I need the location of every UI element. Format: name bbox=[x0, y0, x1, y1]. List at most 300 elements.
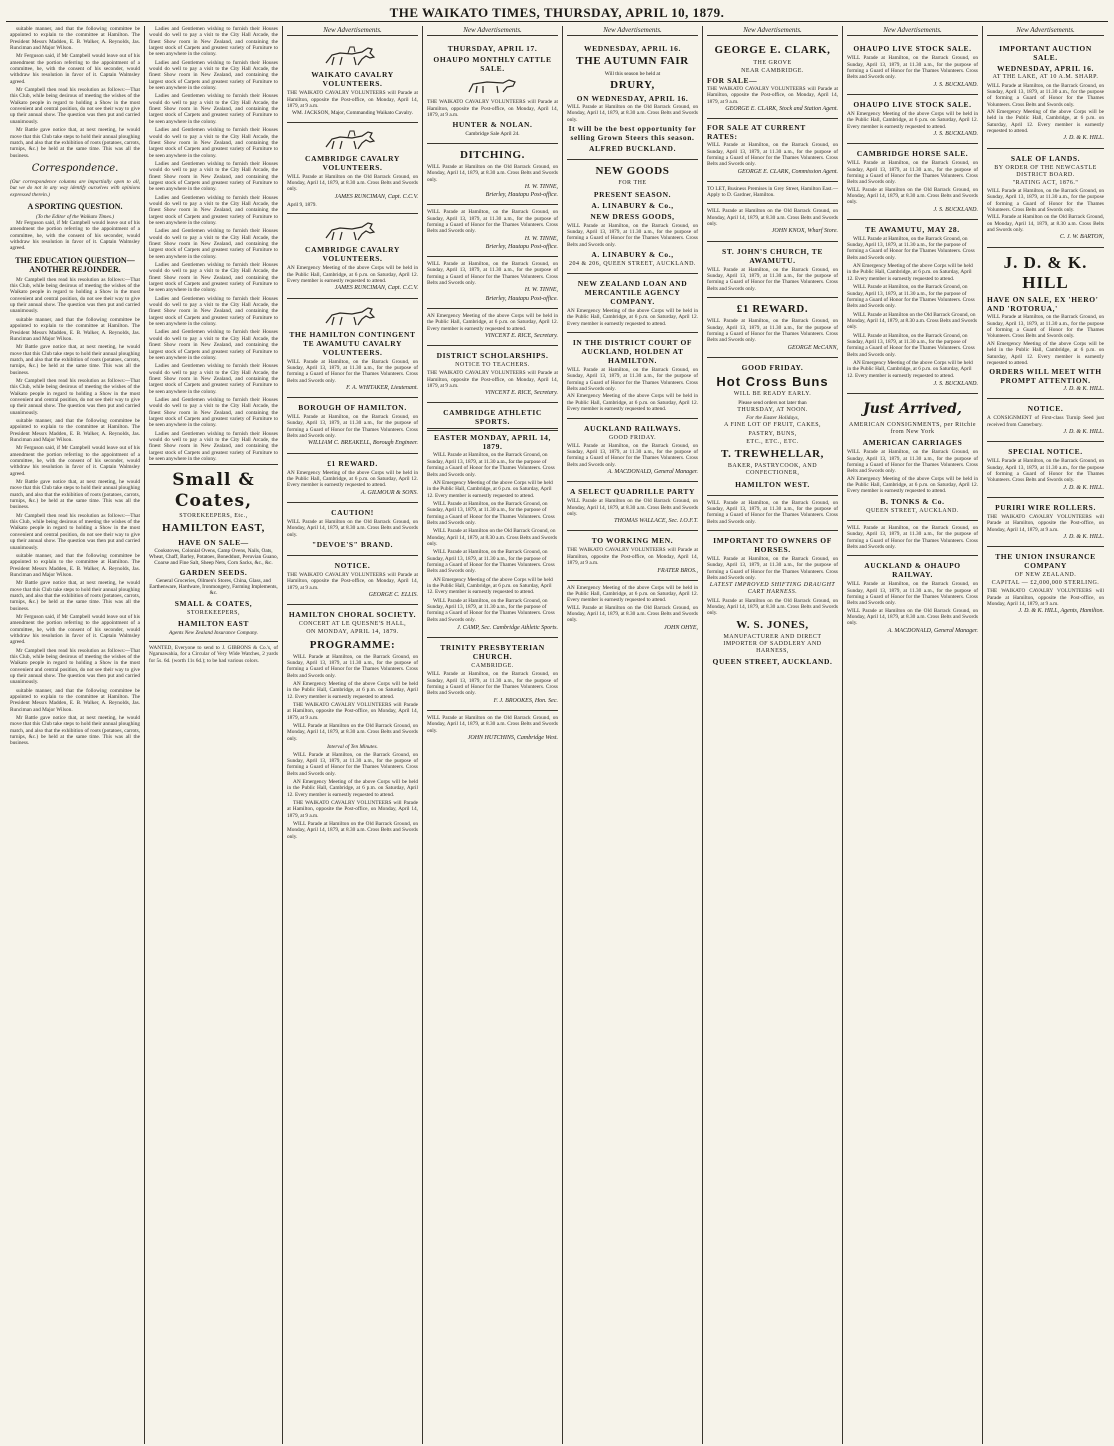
horse-sale-body: WILL Parade at Hamilton, on the Barrack Ground, on Sunday, April 13, 1879, at 11.30 a.m., for the purpose of forming a Guard of Honor for the Thames Volunteers. Cross Belts and Swords only. bbox=[847, 160, 978, 186]
awamutu-title: TE AWAMUTU, MAY 28. bbox=[865, 224, 960, 234]
letter-paragraph: Ladies and Gentlemen wishing to furnish their Houses would do well to pay a visit to the City Hall Arcade, the finest Show room in New Zealand, and containing the largest stock of Carpets and greatest variety of Furniture to be seen anywhere in the colony. bbox=[149, 194, 278, 226]
mccann-sign: GEORGE McCANN, bbox=[787, 344, 838, 351]
column-1 bbox=[6, 26, 144, 1444]
reward-body: AN Emergency Meeting of the above Corps will be held in the Public Hall, Cambridge, at 6 p.m. on Saturday, April 12. Every member is earnestly requested to attend. bbox=[567, 584, 698, 604]
letter-paragraph: Ladies and Gentlemen wishing to furnish their Houses would do well to pay a visit to the City Hall Arcade, the finest Show room in New Zealand, and containing the largest stock of Carpets and greatest variety of Furniture to be seen anywhere in the colony. bbox=[149, 59, 278, 92]
union-title: THE UNION INSURANCE COMPANY bbox=[995, 552, 1096, 571]
stock-list: WILL Parade at Hamilton, on the Barrack Ground, on Sunday, April 13, 1879, at 11.30 a.m., for the purpose of forming a Guard of Honor for the Thames Volunteers. Cross Belts and Swords only. bbox=[847, 235, 975, 261]
contingent-sign: F. A. WHITAKER, Lieutenant. bbox=[346, 384, 418, 391]
letter-paragraph: suitable manner, and that the following committee be appointed to explain to the committee at Hamilton. The President Messrs Madden, E. B. Walker, A. Reynolds, Jas. Runciman and Major Wilson. bbox=[10, 316, 140, 342]
education-letter-continued bbox=[149, 26, 278, 462]
orders-note: Please send orders not later than bbox=[738, 399, 807, 406]
column-7 bbox=[842, 26, 982, 1444]
column-heading: New Advertisements. bbox=[847, 26, 978, 36]
programme-item: WILL Parade at Hamilton on the Old Barrack Ground, on Monday, April 14, 1879, at 8.30 a.m. Cross Belts and Swords only. bbox=[287, 723, 418, 742]
storekeepers-2: STOREKEEPERS, bbox=[187, 609, 240, 616]
column-heading: New Advertisements. bbox=[427, 26, 558, 36]
livestock-body: AN Emergency Meeting of the above Corps will be held in the Public Hall, Cambridge, at 6 p.m. on Saturday, April 12. Every member is earnestly requested to attend. bbox=[847, 110, 978, 130]
stock-list: WILL Parade at Hamilton, on the Barrack Ground, on Sunday, April 13, 1879, at 11.30 a.m., for the purpose of forming a Guard of Honor for the Thames Volunteers. Cross Belts and Swords only. bbox=[847, 332, 975, 358]
cambridge-cavalry-date: April 9, 1879. bbox=[287, 201, 317, 208]
quadrille-ad bbox=[567, 482, 698, 531]
clark-sign: GEORGE E. CLARK, Stock and Station Agent. bbox=[725, 105, 838, 112]
waikato-cavalry-ad bbox=[287, 39, 418, 122]
letter-paragraph: Mr Campbell then read his resolution as follows:—That this Club, while being desirous of meeting the wishes of the Waikato people in regard to holding a Show in the most convenient and central position, do not see their way to give up their annual show. The question was then put and carried unanimously. bbox=[10, 512, 140, 551]
notice-ad-2 bbox=[707, 496, 838, 531]
orders-prompt: ORDERS WILL MEET WITH PROMPT ATTENTION. bbox=[989, 367, 1102, 386]
for-sale: FOR SALE— bbox=[707, 75, 758, 85]
tenders-ad-3 bbox=[427, 309, 558, 346]
trinity-church-ad bbox=[427, 638, 558, 711]
event-list: WILL Parade at Hamilton, on the Barrack Ground, on Sunday, April 13, 1879, at 11.30 a.m., for the purpose of forming a Guard of Honor for the Thames Volunteers. Cross Belts and Swords only. bbox=[427, 452, 555, 478]
stock-list: WILL Parade at Hamilton, on the Barrack Ground, on Sunday, April 13, 1879, at 11.30 a.m., for the purpose of forming a Guard of Honor for the Thames Volunteers. Cross Belts and Swords only. bbox=[847, 284, 975, 310]
owners-title: IMPORTANT TO OWNERS OF HORSES. bbox=[713, 535, 832, 554]
reward-ad-3 bbox=[707, 298, 838, 358]
union-agents: J. D. & K. HILL, Agents, Hamilton. bbox=[1018, 608, 1104, 615]
district-court-ad bbox=[567, 333, 698, 418]
consignment-notice-ad bbox=[987, 399, 1104, 442]
cambridge-cavalry-ad bbox=[287, 123, 418, 215]
allotments-sign: JOHN HUTCHINS, Cambridge West. bbox=[467, 735, 558, 742]
railways-title: AUCKLAND RAILWAYS. bbox=[584, 423, 681, 433]
reward-title: £1 REWARD. bbox=[327, 458, 378, 468]
athletic-title: CAMBRIDGE ATHLETIC SPORTS. bbox=[443, 408, 542, 427]
clark-sign-2: GEORGE E. CLARK, Commission Agent. bbox=[737, 168, 838, 175]
notice-teachers: NOTICE TO TEACHERS. bbox=[455, 362, 530, 369]
new-dress-goods: NEW DRESS GOODS, bbox=[590, 211, 675, 221]
borough-title: BOROUGH OF HAMILTON. bbox=[298, 403, 407, 413]
notice-title: NOTICE. bbox=[334, 560, 371, 570]
sale-of-lands-ad bbox=[987, 149, 1104, 248]
new-goods-title: NEW GOODS bbox=[595, 165, 670, 178]
railway-body-2: WILL Parade at Hamilton on the Old Barrack Ground, on Monday, April 14, 1879, at 8.30 a.m. Cross Belts and Swords only. bbox=[847, 607, 978, 627]
scholarships-title: DISTRICT SCHOLARSHIPS. bbox=[436, 351, 549, 361]
cavalry-horse-icon bbox=[318, 45, 388, 67]
consignment-body: A CONSIGNMENT of First-class Turnip Seed just received from Canterbury. bbox=[987, 415, 1104, 428]
programme-item: THE WAIKATO CAVALRY VOLUNTEERS will Parade at Hamilton, opposite the Post-office, on Monday, April 14, 1879, at 9 a.m. bbox=[287, 799, 418, 819]
manufacturer: MANUFACTURER AND DIRECT IMPORTER OF SADDLERY AND HARNESS, bbox=[723, 633, 822, 655]
ohaupo-body: THE WAIKATO CAVALRY VOLUNTEERS will Parade at Hamilton, opposite the Post-office, on Monday, April 14, 1879, at 9 a.m. bbox=[427, 99, 558, 119]
phillips-body: WILL Parade at Hamilton, on the Barrack Ground, on Sunday, April 13, 1879, at 11.30 a.m., for the purpose of forming a Guard of Honor for the Thames Volunteers. Cross Belts and Swords only. bbox=[847, 524, 978, 550]
cattle-icon bbox=[463, 76, 523, 96]
awamutu-list bbox=[847, 236, 978, 379]
letter-paragraph: Mr Ferguson said, if Mr Campbell would leave out of his amendment the portion referring to the appointment of a committee, he, with the consent of his seconder, would withdraw his resolution in favor of it. Captain Walmsley agreed. bbox=[10, 445, 140, 477]
at-the-lake: AT THE LAKE, AT 10 A.M. SHARP. bbox=[992, 74, 1099, 81]
ditching-body: WILL Parade at Hamilton on the Old Barrack Ground, on Monday, April 14, 1879, at 8.30 a.m. Cross Belts and Swords only. bbox=[427, 163, 558, 183]
special-notice-ad bbox=[987, 442, 1104, 498]
tenders-ad-2 bbox=[427, 257, 558, 309]
loan-title: NEW ZEALAND LOAN AND MERCANTILE AGENCY COMPANY. bbox=[577, 279, 688, 307]
union-sub: OF NEW ZEALAND. bbox=[1014, 572, 1077, 579]
education-question-heading: THE EDUCATION QUESTION— ANOTHER REJOINDER. bbox=[15, 255, 135, 275]
stock-list: AN Emergency Meeting of the above Corps will be held in the Public Hall, Cambridge, at 6 p.m. on Saturday, April 12. Every member is earnestly requested to attend. bbox=[847, 263, 973, 282]
event-list: WILL Parade at Hamilton, on the Barrack Ground, on Sunday, April 13, 1879, at 11.30 a.m., for the purpose of forming a Guard of Honor for the Thames Volunteers. Cross Belts and Swords only. bbox=[427, 549, 555, 575]
insurance-agents: Agents New Zealand Insurance Company. bbox=[168, 629, 258, 636]
report-paragraph: Mr Battle gave notice that, at next meeting, he would move that this Club take steps to hold their annual ploughing match, and also that the exhibition of roots (potatoes, carrots, turnips, &c.) be held at the same time. This was all the business. bbox=[10, 127, 140, 159]
ready-early: WILL BE READY EARLY. bbox=[733, 391, 812, 398]
union-body: THE WAIKATO CAVALRY VOLUNTEERS will Parade at Hamilton, opposite the Post-office, on Monday, April 14, 1879, at 9 a.m. bbox=[987, 588, 1104, 608]
clark-body: THE WAIKATO CAVALRY VOLUNTEERS will Parade at Hamilton, opposite the Post-office, on Monday, April 14, 1879, at 9 a.m. bbox=[707, 85, 838, 105]
cambridge-meeting-sign: JAMES RUNCIMAN, Capt. C.C.V. bbox=[334, 285, 418, 292]
correspondence-heading: Correspondence. bbox=[31, 162, 119, 174]
letter-paragraph: Ladies and Gentlemen wishing to furnish their Houses would do well to pay a visit to the City Hall Arcade, the finest Show room in New Zealand, and containing the largest stock of Carpets and greatest variety of Furniture to be seen anywhere in the colony. bbox=[149, 363, 278, 395]
horse-sale-title: CAMBRIDGE HORSE SALE. bbox=[856, 149, 969, 159]
trinity-sign: F. J. BROOKES, Hon. Sec. bbox=[493, 697, 558, 704]
letter-paragraph: Ladies and Gentlemen wishing to furnish their Houses would do well to pay a visit to the City Hall Arcade, the finest Show room in New Zealand, and containing the largest stock of Carpets and greatest variety of Furniture to be seen anywhere in the colony. bbox=[149, 160, 278, 193]
notice-body: WILL Parade at Hamilton, on the Barrack Ground, on Sunday, April 13, 1879, at 11.30 a.m., for the purpose of forming a Guard of Honor for the Thames Volunteers. Cross Belts and Swords only. bbox=[707, 499, 838, 525]
near-cambridge: NEAR CAMBRIDGE. bbox=[741, 67, 804, 74]
shifting-harness: LATEST IMPROVED SHIFTING DRAUGHT CART HARNESS. bbox=[709, 582, 836, 596]
railways-ad bbox=[567, 419, 698, 483]
court-body-2: AN Emergency Meeting of the above Corps will be held in the Public Hall, Cambridge, at 6 p.m. on Saturday, April 12. Every member is earnestly requested to attend. bbox=[567, 393, 698, 413]
cambridge-cavalry-sign: JAMES RUNCIMAN, Capt. C.C.V. bbox=[334, 193, 418, 200]
linabury: A. LINABURY & Co., bbox=[591, 200, 674, 210]
just-arrived-ad bbox=[847, 394, 978, 521]
working-men-ad bbox=[567, 531, 698, 580]
small-coates-ad bbox=[149, 464, 278, 642]
notice-body: WILL Parade at Hamilton on the Old Barrack Ground, on Monday, April 14, 1879, at 8.30 a.m. Cross Belts and Swords only. bbox=[567, 604, 698, 624]
small-coates-title-2: SMALL & COATES, bbox=[174, 598, 253, 608]
rating-act: "RATING ACT, 1876." bbox=[1012, 179, 1079, 186]
lands-title: SALE OF LANDS. bbox=[1010, 153, 1081, 163]
letter-paragraph: suitable manner, and that the following committee be appointed to explain to the committee at Hamilton. The President Messrs Madden, E. B. Walker, A. Reynolds, Jas. Runciman and Major Wilson. bbox=[10, 552, 140, 578]
programme-item: THE WAIKATO CAVALRY VOLUNTEERS will Parade at Hamilton, opposite the Post-office, on Monday, April 14, 1879, at 9 a.m. bbox=[287, 702, 418, 721]
cavalry-horse-icon bbox=[318, 129, 388, 151]
ws-jones: W. S. JONES, bbox=[736, 618, 809, 631]
court-title: IN THE DISTRICT COURT OF AUCKLAND, HOLDEN AT HAMILTON. bbox=[572, 338, 693, 366]
railways-sign: A. MACDONALD, General Manager. bbox=[607, 469, 698, 476]
tenders-sign: VINCENT E. RICE, Secretary. bbox=[485, 332, 558, 339]
buckland-sign: J. S. BUCKLAND. bbox=[933, 380, 978, 387]
hot-cross-buns: Hot Cross Buns bbox=[716, 373, 829, 389]
hamilton-east: HAMILTON EAST, bbox=[162, 522, 265, 535]
athletic-events bbox=[427, 452, 558, 623]
hamilton-west: HAMILTON WEST. bbox=[735, 479, 810, 489]
hill-sign: J. D. & K. HILL. bbox=[1063, 533, 1104, 540]
fair-on: ON WEDNESDAY, APRIL 16. bbox=[576, 94, 689, 104]
report-paragraph: Mr Campbell then read his resolution as follows:—That this Club, while being desirous of meeting the wishes of the Waikato people in regard to holding a Show in the most convenient and central position, do not see their way to give up their annual show. The question was then put and carried unanimously. bbox=[10, 87, 140, 125]
letter-paragraph: Ladies and Gentlemen wishing to furnish their Houses would do well to pay a visit to the City Hall Arcade, the finest Show room in New Zealand, and containing the largest stock of Carpets and greatest variety of Furniture to be seen anywhere in the colony. bbox=[149, 430, 278, 462]
loan-agency-ad bbox=[567, 274, 698, 333]
buckland-sign: J. S. BUCKLAND. bbox=[933, 206, 978, 213]
hamilton-east-2: HAMILTON EAST bbox=[178, 618, 249, 628]
letter-paragraph: Ladies and Gentlemen wishing to furnish their Houses would do well to pay a visit to the City Hall Arcade, the finest Show room in New Zealand, and containing the largest stock of Carpets and greatest variety of Furniture to be seen anywhere in the colony. bbox=[149, 228, 278, 260]
ohaupo-livestock-title-2: OHAUPO LIVE STOCK SALE. bbox=[853, 99, 972, 109]
baker: BAKER, PASTRYCOOK, AND CONFECTIONER, bbox=[727, 463, 818, 477]
borough-body: WILL Parade at Hamilton, on the Barrack Ground, on Sunday, April 13, 1879, at 11.30 a.m., for the purpose of forming a Guard of Honor for the Thames Volunteers. Cross Belts and Swords only. bbox=[287, 414, 418, 440]
horse-sale-list: WILL Parade at Hamilton on the Old Barrack Ground, on Monday, April 14, 1879, at 8.30 a.m. Cross Belts and Swords only. bbox=[847, 186, 978, 206]
letter-paragraph: Mr Campbell then read his resolution as follows:—That this Club, while being desirous of meeting the wishes of the Waikato people in regard to holding a Show in the most convenient and central position, do not see their way to give up their annual show. The question was then put and carried unanimously. bbox=[10, 377, 140, 416]
trinity-body: WILL Parade at Hamilton, on the Barrack Ground, on Sunday, April 13, 1879, at 11.30 a.m., for the purpose of forming a Guard of Honor for the Thames Volunteers. Cross Belts and Swords only. bbox=[427, 671, 558, 697]
new-goods-for: FOR THE bbox=[618, 180, 647, 187]
choral-title: HAMILTON CHORAL SOCIETY. bbox=[288, 610, 417, 620]
tenders-sign: H. W. TINNE, bbox=[524, 287, 558, 294]
event-list: WILL Parade at Hamilton, on the Barrack Ground, on Sunday, April 13, 1879, at 11.30 a.m., for the purpose of forming a Guard of Honor for the Thames Volunteers. Cross Belts and Swords only. bbox=[427, 500, 555, 526]
knox-sign: JOHN KNOX, Wharf Store. bbox=[771, 228, 838, 235]
hill-sign: J. D. & K. HILL. bbox=[1063, 484, 1104, 491]
quadrille-sign: THOMAS WALLACE, Sec. I.O.F.T. bbox=[614, 518, 698, 525]
letter-paragraph: Mr Ferguson said, if Mr Campbell would leave out of his amendment the portion referring to the appointment of a committee, he, with the consent of his seconder, would withdraw his resolution in favor of it. Captain Walmsley agreed. bbox=[10, 219, 140, 252]
small-coates-title: Small & Coates, bbox=[172, 470, 255, 511]
programme-item: WILL Parade at Hamilton, on the Barrack Ground, on Sunday, April 13, 1879, at 11.30 a.m., for the purpose of forming a Guard of Honor for the Thames Volunteers. Cross Belts and Swords only. bbox=[287, 653, 418, 679]
quadrille-body: WILL Parade at Hamilton on the Old Barrack Ground, on Monday, April 14, 1879, at 8.30 a.m. Cross Belts and Swords only. bbox=[567, 498, 698, 517]
tenders-ad-1 bbox=[427, 205, 558, 257]
american-consignments: AMERICAN CONSIGNMENTS, per Ritchie from New York bbox=[849, 421, 976, 436]
ditching-address: Brierley, Hautapu Post-office. bbox=[485, 192, 558, 199]
letter-paragraph: Ladies and Gentlemen wishing to furnish their Houses would do well to pay a visit to the City Hall Arcade, the finest Show room in New Zealand, and containing the largest stock of Carpets and greatest variety of Furniture to be seen anywhere in the colony. bbox=[149, 329, 278, 361]
hill-sign: J. D. & K. HILL. bbox=[1063, 135, 1104, 142]
masthead: THE WAIKATO TIMES, THURSDAY, APRIL 10, 1879. bbox=[6, 4, 1108, 22]
auction-body-2: AN Emergency Meeting of the above Corps will be held in the Public Hall, Cambridge, at 6 p.m. on Saturday, April 12. Every member is earnestly requested to attend. bbox=[987, 108, 1104, 134]
rollers-title: PURIRI WIRE ROLLERS. bbox=[995, 502, 1096, 512]
working-men-title: TO WORKING MEN. bbox=[591, 536, 674, 546]
column-heading: New Advertisements. bbox=[987, 26, 1104, 36]
reward-body: AN Emergency Meeting of the above Corps will be held in the Public Hall, Cambridge, at 6 p.m. on Saturday, April 12. Every member is earnestly requested to attend. bbox=[287, 469, 418, 489]
event-list: AN Emergency Meeting of the above Corps will be held in the Public Hall, Cambridge, at 6 p.m. on Saturday, April 12. Every member is earnestly requested to attend. bbox=[427, 479, 553, 499]
auction-date: WEDNESDAY, APRIL 16. bbox=[997, 64, 1094, 74]
hill-stock-ad bbox=[987, 248, 1104, 400]
tenders-sign: H. W. TINNE, bbox=[524, 235, 558, 242]
tonks: B. TONKS & Co. bbox=[880, 496, 945, 506]
event-list: AN Emergency Meeting of the above Corps will be held in the Public Hall, Cambridge, at 6 p.m. on Saturday, April 12. Every member is earnestly requested to attend. bbox=[427, 576, 553, 596]
rates-body: WILL Parade at Hamilton, on the Barrack Ground, on Sunday, April 13, 1879, at 11.30 a.m., for the purpose of forming a Guard of Honor for the Thames Volunteers. Cross Belts and Swords only. bbox=[707, 142, 838, 168]
borough-hamilton-ad bbox=[287, 398, 418, 454]
programme-title: PROGRAMME: bbox=[309, 638, 396, 651]
waikato-cavalry-title: WAIKATO CAVALRY VOLUNTEERS. bbox=[311, 70, 394, 89]
railway-sign: A. MACDONALD, General Manager. bbox=[887, 627, 978, 634]
ohaupo-livestock-ad-2 bbox=[847, 95, 978, 144]
rule bbox=[427, 428, 558, 431]
linabury-address: 204 & 206, QUEEN STREET, AUCKLAND. bbox=[569, 260, 696, 267]
letter-paragraph: suitable manner, and that the following committee be appointed to explain to the committee at Hamilton. The President Messrs Madden, E. B. Walker, A. Reynolds, Jas. Runciman and Major Wilson. bbox=[10, 417, 140, 443]
ditching-sign: H. W. TINNE, bbox=[524, 183, 558, 190]
letter-paragraph: Mr Campbell then read his resolution as follows:—That this Club, while being desirous of meeting the wishes of the Waikato people in regard to holding a Show in the most convenient and central position, do not see their way to give up their annual show. The question was then put and carried unanimously. bbox=[10, 276, 140, 315]
caution-title: CAUTION! bbox=[331, 507, 374, 517]
waikato-cavalry-sign: WM. JACKSON, Major, Commanding Waikato Cavalry. bbox=[292, 110, 413, 117]
cavalry-horse-icon bbox=[318, 220, 388, 242]
letter-paragraph: Ladies and Gentlemen wishing to furnish their Houses would do well to pay a visit to the City Hall Arcade, the finest Show room in New Zealand, and containing the largest stock of Carpets and greatest variety of Furniture to be seen anywhere in the colony. bbox=[149, 295, 278, 328]
current-rates-ad bbox=[707, 119, 838, 182]
letter-body bbox=[10, 220, 140, 252]
cavalry-horse-icon bbox=[318, 305, 388, 327]
buckland-sign: J. S. BUCKLAND. bbox=[933, 130, 978, 137]
drury: DRURY, bbox=[610, 78, 655, 91]
caution-ad bbox=[287, 503, 418, 556]
cambridge-horse-sale-ad bbox=[847, 144, 978, 220]
choral-society-ad bbox=[287, 605, 418, 846]
fair-body: WILL Parade at Hamilton on the Old Barrack Ground, on Monday, April 14, 1879, at 8.30 a.m. Cross Belts and Swords only. bbox=[567, 104, 698, 123]
special-title: SPECIAL NOTICE. bbox=[1008, 447, 1083, 457]
columns bbox=[6, 26, 1108, 1444]
loan-body: AN Emergency Meeting of the above Corps will be held in the Public Hall, Cambridge, at 6 p.m. on Saturday, April 12. Every member is earnestly requested to attend. bbox=[567, 308, 698, 327]
ohaupo-title: OHAUPO MONTHLY CATTLE SALE. bbox=[433, 55, 552, 74]
fair-date: WEDNESDAY, APRIL 16. bbox=[584, 44, 681, 54]
rollers-body: THE WAIKATO CAVALRY VOLUNTEERS will Parade at Hamilton, opposite the Post-office, on Monday, April 14, 1879, at 9 a.m. bbox=[987, 513, 1104, 533]
railways-body: WILL Parade at Hamilton, on the Barrack Ground, on Sunday, April 13, 1879, at 11.30 a.m., for the purpose of forming a Guard of Honor for the Thames Volunteers. Cross Belts and Swords only. bbox=[567, 442, 698, 468]
carriages-body: WILL Parade at Hamilton, on the Barrack Ground, on Sunday, April 13, 1879, at 11.30 a.m., for the purpose of forming a Guard of Honor for the Thames Volunteers. Cross Belts and Swords only. bbox=[847, 449, 978, 475]
ohaupo-cattle-sale-ad bbox=[427, 39, 558, 143]
letter-paragraph: Mr Battle gave notice that, at next meeting, he would move that this Club take steps to hold their annual ploughing match, and also that the exhibition of roots (potatoes, carrots, turnips, &c.) be held at the same time. This was all the business. bbox=[10, 580, 140, 612]
cambridge-cavalry-meeting-ad bbox=[287, 214, 418, 298]
auction-body: WILL Parade at Hamilton, on the Barrack Ground, on Sunday, April 13, 1879, at 11.30 a.m., for the purpose of forming a Guard of Honor for the Thames Volunteers. Cross Belts and Swords only. bbox=[987, 82, 1104, 108]
american-carriages: AMERICAN CARRIAGES bbox=[862, 438, 963, 448]
livestock-body: WILL Parade at Hamilton, on the Barrack Ground, on Sunday, April 13, 1879, at 11.30 a.m., for the purpose of forming a Guard of Honor for the Thames Volunteers. Cross Belts and Swords only. bbox=[847, 55, 978, 81]
cambridge-cavalry-body: WILL Parade at Hamilton on the Old Barrack Ground, on Monday, April 14, 1879, at 8.30 a.m. Cross Belts and Swords only. bbox=[287, 173, 418, 193]
court-body: WILL Parade at Hamilton, on the Barrack Ground, on Sunday, April 13, 1879, at 11.30 a.m., for the purpose of forming a Guard of Honor for the Thames Volunteers. Cross Belts and Swords only. bbox=[567, 367, 698, 393]
allotments-body: WILL Parade at Hamilton on the Old Barrack Ground, on Monday, April 14, 1879, at 8.30 a.m. Cross Belts and Swords only. bbox=[427, 715, 558, 734]
hill-big-title: J. D. & K. HILL bbox=[1003, 252, 1088, 293]
st-johns-ad bbox=[707, 242, 838, 298]
ohaupo-railway-ad bbox=[847, 556, 978, 640]
etc: ETC., ETC., ETC. bbox=[746, 438, 799, 445]
autumn-fair-ad bbox=[567, 39, 698, 160]
saddlery-ad bbox=[707, 531, 838, 673]
letter-paragraph: Mr Campbell then read his resolution as follows:—That this Club, while being desirous of meeting the wishes of the Waikato people in regard to holding a Show in the most convenient and central position, do not see their way to give up their annual show. The question was then put and carried unanimously. bbox=[10, 647, 140, 686]
notice-body: THE WAIKATO CAVALRY VOLUNTEERS will Parade at Hamilton, opposite the Post-office, on Monday, April 14, 1879, at 9 a.m. bbox=[287, 571, 418, 591]
caution-body: WILL Parade at Hamilton on the Old Barrack Ground, on Monday, April 14, 1879, at 8.30 a.m. Cross Belts and Swords only. bbox=[287, 518, 418, 538]
clark-title: GEORGE E. CLARK, bbox=[714, 44, 831, 57]
pastry-buns: PASTRY, BUNS, bbox=[748, 430, 797, 437]
report-paragraph: suitable manner, and that the following committee be appointed to explain to the committee at Hamilton. The President Messrs Madden, E. B. Walker, A. Reynolds, Jas. Runciman and Major Wilson. bbox=[10, 26, 140, 52]
trinity-place: CAMBRIDGE. bbox=[471, 663, 514, 670]
wire-rollers-ad bbox=[987, 498, 1104, 547]
storekeepers: STOREKEEPERS, Etc., bbox=[179, 513, 248, 520]
reward-ad bbox=[287, 454, 418, 503]
te-awamutu-sale-ad bbox=[847, 220, 978, 394]
notice-sign: GEORGE C. ELLIS. bbox=[368, 591, 418, 598]
letter-paragraph: Ladies and Gentlemen wishing to furnish their Houses would do well to pay a visit to the City Hall Arcade, the finest Show room in New Zealand, and containing the largest stock of Carpets and greatest variety of Furniture to be seen anywhere in the colony. bbox=[149, 93, 278, 125]
to-let-ad bbox=[707, 182, 838, 205]
athletic-date: EASTER MONDAY, APRIL 14, 1879. bbox=[434, 433, 551, 452]
union-insurance-ad bbox=[987, 547, 1104, 621]
good-friday: GOOD FRIDAY. bbox=[741, 362, 804, 372]
letter-paragraph: Mr Ferguson said, if Mr Campbell would leave out of his amendment the portion referring to the appointment of a committee, he, with the consent of his seconder, would withdraw his resolution in favor of it. Captain Walmsley agreed. bbox=[10, 613, 140, 646]
ditching-title: DITCHING. bbox=[460, 148, 525, 161]
event-list: WILL Parade at Hamilton on the Old Barrack Ground, on Monday, April 14, 1879, at 8.30 a.m. Cross Belts and Swords only. bbox=[427, 528, 558, 547]
fair-best: It will be the best opportunity for selling Grown Steers this season. bbox=[568, 124, 697, 143]
church-title: ST. JOHN'S CHURCH, TE AWAMUTU. bbox=[722, 246, 823, 265]
column-3 bbox=[282, 26, 422, 1444]
trinity-title: TRINITY PRESBYTERIAN CHURCH. bbox=[440, 643, 545, 662]
premises-ad bbox=[707, 204, 838, 241]
sporting-question-heading: A SPORTING QUESTION. bbox=[27, 201, 123, 211]
easter-holidays: For the Easter Holidays, bbox=[746, 415, 799, 422]
column-4 bbox=[422, 26, 562, 1444]
reward-body: WILL Parade at Hamilton, on the Barrack Ground, on Sunday, April 13, 1879, at 11.30 a.m., for the purpose of forming a Guard of Honor for the Thames Volunteers. Cross Belts and Swords only. bbox=[707, 318, 838, 344]
borough-sign: WILLIAM C. BREAKELL, Borough Engineer. bbox=[308, 440, 418, 447]
the-grove: THE GROVE bbox=[753, 59, 792, 66]
tenders-address: Brierley, Hautapu Post-office. bbox=[485, 243, 558, 250]
scholarships-ad bbox=[427, 346, 558, 403]
current-rates: FOR SALE AT CURRENT RATES: bbox=[707, 123, 806, 142]
tenders-body: WILL Parade at Hamilton, on the Barrack Ground, on Sunday, April 13, 1879, at 11.30 a.m., for the purpose of forming a Guard of Honor for the Thames Volunteers. Cross Belts and Swords only. bbox=[427, 209, 558, 235]
column-2 bbox=[144, 26, 282, 1444]
interval: Interval of Ten Minutes. bbox=[327, 744, 378, 751]
have-on-sale: HAVE ON SALE— bbox=[178, 537, 249, 547]
column-heading: New Advertisements. bbox=[567, 26, 698, 36]
cambridge-sale: Cambridge Sale April 24. bbox=[465, 131, 520, 138]
correspondence-notice: (Our correspondence columns are impartially open to all, but we do not in any way identify ourselves with opinions expressed therein.) bbox=[10, 178, 140, 198]
letter-paragraph: Mr Battle gave notice that, at next meeting, he would move that this Club take steps to hold their annual ploughing match, and also that the exhibition of roots (potatoes, carrots, turnips, &c.) be held at the same time. This was all the business. bbox=[10, 344, 140, 376]
letter-paragraph: Ladies and Gentlemen wishing to furnish their Houses would do well to pay a visit to the City Hall Arcade, the finest Show room in New Zealand, and containing the largest stock of Carpets and greatest variety of Furniture to be seen anywhere in the colony. bbox=[149, 127, 278, 159]
column-heading: New Advertisements. bbox=[287, 26, 418, 36]
contingent-body: WILL Parade at Hamilton, on the Barrack Ground, on Sunday, April 13, 1879, at 11.30 a.m., for the purpose of forming a Guard of Honor for the Thames Volunteers. Cross Belts and Swords only. bbox=[287, 358, 418, 384]
trewhellar: T. TREWHELLAR, bbox=[720, 447, 825, 460]
premises-body: WILL Parade at Hamilton on the Old Barrack Ground, on Monday, April 14, 1879, at 8.30 a.m. Cross Belts and Swords only. bbox=[707, 208, 838, 228]
cambridge-meeting-title: CAMBRIDGE CAVALRY VOLUNTEERS. bbox=[305, 245, 400, 264]
railway-body: WILL Parade at Hamilton, on the Barrack Ground, on Sunday, April 13, 1879, at 11.30 a.m., for the purpose of forming a Guard of Honor for the Thames Volunteers. Cross Belts and Swords only. bbox=[847, 581, 978, 607]
waikato-cavalry-body: THE WAIKATO CAVALRY VOLUNTEERS will Parade at Hamilton, opposite the Post-office, on Monday, April 14, 1879, at 9 a.m. bbox=[287, 90, 418, 110]
railways-good-friday: GOOD FRIDAY. bbox=[608, 434, 657, 441]
fine-fruit: A FINE LOT OF FRUIT, CAKES, bbox=[723, 422, 822, 429]
lands-sub: BY ORDER OF THE NEWCASTLE DISTRICT BOARD. bbox=[994, 164, 1097, 178]
cambridge-meeting-body: AN Emergency Meeting of the above Corps will be held in the Public Hall, Cambridge, at 6 p.m. on Saturday, April 12. Every member is earnestly requested to attend. bbox=[287, 265, 418, 285]
stock-list: WILL Parade at Hamilton on the Old Barrack Ground, on Monday, April 14, 1879, at 8.30 a.m. Cross Belts and Swords only. bbox=[847, 311, 978, 331]
buckland-sign: J. S. BUCKLAND. bbox=[933, 81, 978, 88]
athletic-sign: J. CAMP, Sec. Cambridge Athletic Sports. bbox=[457, 625, 558, 632]
reward-sign: A. GILMOUR & SONS. bbox=[360, 489, 418, 496]
tenders-address: Brierley, Hautapu Post-office. bbox=[485, 295, 558, 302]
column-8 bbox=[982, 26, 1108, 1444]
cambridge-cavalry-title: CAMBRIDGE CAVALRY VOLUNTEERS. bbox=[305, 153, 400, 172]
hot-cross-buns-ad bbox=[707, 358, 838, 496]
clark-ad bbox=[707, 39, 838, 119]
column-6 bbox=[702, 26, 842, 1444]
programme-list bbox=[287, 654, 418, 742]
quadrille-title: A SELECT QUADRILLE PARTY bbox=[570, 487, 695, 497]
athletic-sports-ad bbox=[427, 403, 558, 638]
phillips-ad bbox=[847, 521, 978, 556]
have-on-sale: HAVE ON SALE, EX 'HERO' AND 'ROTORUA,' bbox=[987, 295, 1099, 314]
alfred-buckland: ALFRED BUCKLAND. bbox=[588, 144, 677, 154]
choral-concert: CONCERT AT LE QUESNE'S HALL, bbox=[298, 621, 407, 628]
choral-date: ON MONDAY, APRIL 14, 1879. bbox=[306, 629, 399, 636]
general-goods: General Groceries, Oilmen's Stores, China, Glass, and Earthenware, Hardware, Ironmongery, Farming Implements, &c. bbox=[149, 577, 278, 597]
hill-goods: WILL Parade at Hamilton, on the Barrack Ground, on Sunday, April 13, 1879, at 11.30 a.m., for the purpose of forming a Guard of Honor for the Thames Volunteers. Cross Belts and Swords only. bbox=[987, 314, 1104, 340]
stock-list: AN Emergency Meeting of the above Corps will be held in the Public Hall, Cambridge, at 6 p.m. on Saturday, April 12. Every member is earnestly requested to attend. bbox=[847, 359, 973, 379]
church-body: WILL Parade at Hamilton, on the Barrack Ground, on Sunday, April 13, 1879, at 11.30 a.m., for the purpose of forming a Guard of Honor for the Thames Volunteers. Cross Belts and Swords only. bbox=[707, 266, 838, 292]
queen-street: QUEEN STREET, AUCKLAND. bbox=[712, 657, 833, 667]
hamilton-contingent-ad bbox=[287, 299, 418, 399]
lands-table: WILL Parade at Hamilton on the Old Barrack Ground, on Monday, April 14, 1879, at 8.30 a.m. Cross Belts and Swords only. bbox=[987, 214, 1104, 234]
scholarships-sign: VINCENT E. RICE, Secretary. bbox=[485, 390, 558, 397]
programme-item: AN Emergency Meeting of the above Corps will be held in the Public Hall, Cambridge, at 6 p.m. on Saturday, April 12. Every member is earnestly requested to attend. bbox=[287, 778, 418, 798]
column-5 bbox=[562, 26, 702, 1444]
frater-sign: FRATER BROS., bbox=[657, 567, 698, 574]
carriages-body-2: AN Emergency Meeting of the above Corps will be held in the Public Hall, Cambridge, at 6 p.m. on Saturday, April 12. Every member is earnestly requested to attend. bbox=[847, 475, 978, 495]
ohaupo-livestock-title: OHAUPO LIVE STOCK SALE. bbox=[853, 44, 972, 54]
column-heading: New Advertisements. bbox=[707, 26, 838, 36]
tenders-body: WILL Parade at Hamilton, on the Barrack Ground, on Sunday, April 13, 1879, at 11.30 a.m., for the purpose of forming a Guard of Honor for the Thames Volunteers. Cross Belts and Swords only. bbox=[427, 261, 558, 287]
reward-title: £1 REWARD. bbox=[736, 303, 809, 316]
education-letter bbox=[10, 277, 140, 747]
ohaupo-livestock-ad bbox=[847, 39, 978, 95]
goods-list: Cookstoves, Colonial Ovens, Camp Ovens, Nails, Oats, Wheat, Chaff, Barley, Potatoes, Boneddust, Peruvian Guano, Coarse and Fine Salt, Sheep Nets, Corn Sacks, &c., &c. bbox=[149, 547, 279, 567]
event-list: WILL Parade at Hamilton, on the Barrack Ground, on Sunday, April 13, 1879, at 11.30 a.m., for the purpose of forming a Guard of Honor for the Thames Volunteers. Cross Belts and Swords only. bbox=[427, 597, 555, 623]
goods-body: WILL Parade at Hamilton, on the Barrack Ground, on Sunday, April 13, 1879, at 11.30 a.m., for the purpose of forming a Guard of Honor for the Thames Volunteers. Cross Belts and Swords only. bbox=[567, 222, 698, 248]
owners-body: WILL Parade at Hamilton, on the Barrack Ground, on Sunday, April 13, 1879, at 11.30 a.m., for the purpose of forming a Guard of Honor for the Thames Volunteers. Cross Belts and Swords only. bbox=[707, 555, 838, 581]
contingent-title: THE HAMILTON CONTINGENT TE AWAMUTU CAVALRY VOLUNTEERS. bbox=[289, 329, 416, 357]
hill-sign: J. D. & K. HILL. bbox=[1063, 429, 1104, 436]
hill-goods-2: AN Emergency Meeting of the above Corps will be held in the Public Hall, Cambridge, at 6 p.m. on Saturday, April 12. Every member is earnestly requested to attend. bbox=[987, 340, 1104, 366]
allotments-ad bbox=[427, 711, 558, 747]
wanted-ad: WANTED, Everyone to send to J. GIBBONS & Co.'s, of Ngaruawahia, for a Circular of Very Wide Watches, 2 yards for 5s. 6d. (worth 11s 6d.); to be had various colors. bbox=[149, 645, 278, 664]
just-arrived-title: Just Arrived, bbox=[863, 401, 962, 418]
letter-paragraph: Mr Battle gave notice that, at next meeting, he would move that this Club take steps to hold their annual ploughing match, and also that the exhibition of roots (potatoes, carrots, turnips, &c.) be held at the same time. This was all the business. bbox=[10, 479, 140, 511]
capital: CAPITAL — £2,000,000 STERLING. bbox=[991, 580, 1100, 587]
programme-item: AN Emergency Meeting of the above Corps will be held in the Public Hall, Cambridge, at 6 p.m. on Saturday, April 12. Every member is earnestly requested to attend. bbox=[287, 681, 418, 700]
programme-list-2 bbox=[287, 752, 418, 840]
ohaupo-date: THURSDAY, APRIL 17. bbox=[447, 44, 538, 54]
